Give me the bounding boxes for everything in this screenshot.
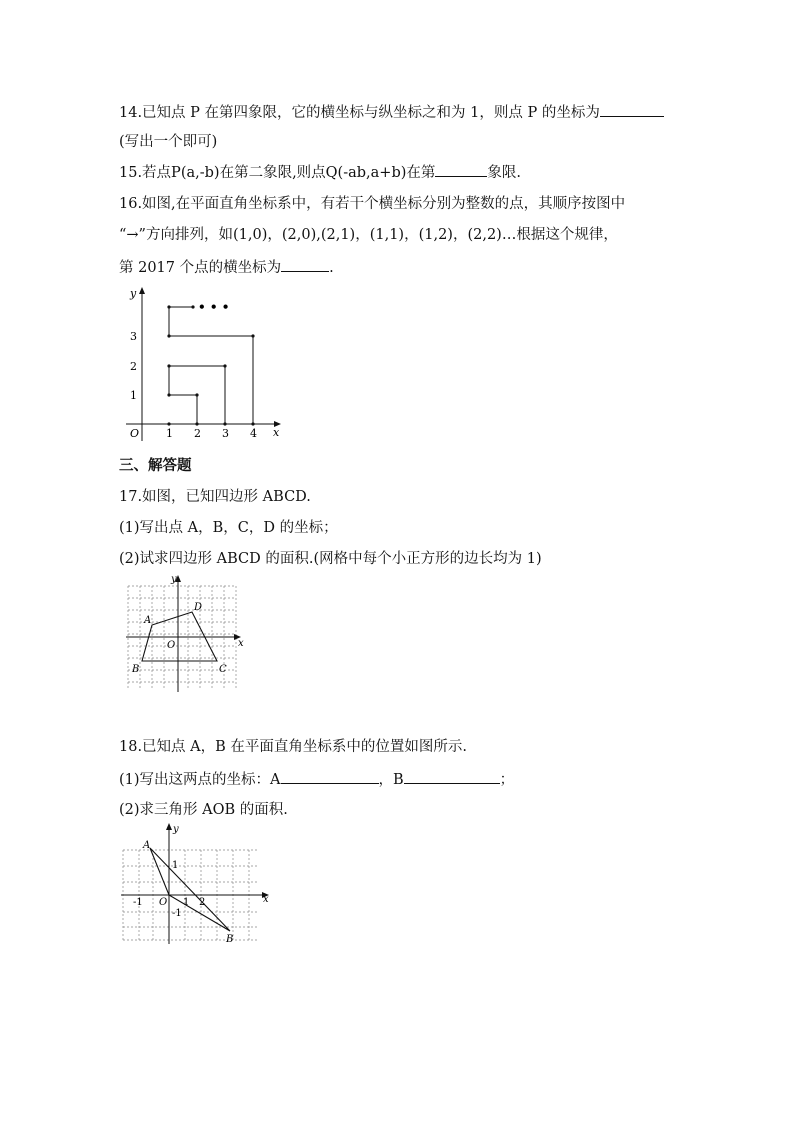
q16-y-label: y — [130, 287, 137, 300]
q18-part-1 — [119, 769, 514, 790]
q18-triangle-aob — [150, 848, 230, 931]
q18-label-a: A — [143, 840, 151, 851]
q17-label-y: y — [171, 574, 177, 585]
q17-label-b: B — [132, 664, 140, 675]
q16-x-tick-3: 3 — [222, 427, 229, 440]
q16-line-3 — [119, 257, 334, 278]
question-14 — [119, 102, 664, 123]
q18-label-x: x — [263, 894, 269, 905]
q16-origin-label: O — [130, 427, 140, 440]
q16-text-after: . — [329, 260, 334, 276]
q18-part1-before: (1)写出这两点的坐标：A — [119, 772, 281, 788]
q17-part-1: (1)写出点 A，B，C，D 的坐标； — [119, 520, 338, 536]
q18-label-b: B — [226, 934, 234, 945]
q14-hint: (写出一个即可) — [119, 134, 218, 150]
q17-label-x: x — [238, 638, 244, 649]
q18-tick-y-neg1: -1 — [172, 908, 182, 919]
q18-answer-a-blank[interactable] — [281, 769, 379, 784]
q16-x-tick-4: 4 — [250, 427, 257, 440]
q16-x-label: x — [273, 426, 280, 439]
q18-figure — [117, 820, 277, 948]
q18-answer-b-blank[interactable] — [404, 769, 500, 784]
q16-figure — [118, 285, 290, 447]
q14-answer-blank[interactable] — [600, 102, 664, 117]
q17-label-c: C — [219, 664, 227, 675]
q16-line-2: “→”方向排列，如(1,0)，(2,0),(2,1)，(1,1)，(1,2)，(2,2)…根据这个规律， — [119, 227, 618, 243]
q18-tick-x-2: 2 — [199, 897, 206, 908]
q16-spiral-path — [169, 307, 253, 424]
q16-continuation-dots: • • • — [198, 300, 230, 314]
q18-y-arrow — [166, 823, 172, 830]
q15-text-after: 象限. — [487, 165, 521, 181]
q17-figure — [122, 572, 250, 694]
q18-label-y: y — [173, 824, 179, 835]
q17-part-2: (2)试求四边形 ABCD 的面积.(网格中每个小正方形的边长均为 1) — [119, 551, 542, 567]
q16-x-tick-2: 2 — [194, 427, 201, 440]
q18-title: 18.已知点 A，B 在平面直角坐标系中的位置如图所示. — [119, 739, 468, 755]
question-15 — [119, 162, 521, 183]
q18-label-o: O — [159, 897, 168, 908]
q18-tick-y-1: 1 — [172, 860, 179, 871]
q16-y-tick-1: 1 — [130, 389, 137, 402]
q16-y-tick-2: 2 — [130, 360, 137, 373]
q16-x-tick-1: 1 — [166, 427, 173, 440]
q18-tick-x-1: 1 — [183, 897, 190, 908]
q16-y-tick-3: 3 — [130, 330, 137, 343]
q18-tick-x-neg1: -1 — [133, 897, 143, 908]
q18-part-2: (2)求三角形 AOB 的面积. — [119, 802, 288, 818]
q17-label-d: D — [194, 602, 203, 613]
section-3-title: 三、解答题 — [119, 458, 192, 474]
q17-title: 17.如图，已知四边形 ABCD. — [119, 489, 311, 505]
q16-text-before: 第 2017 个点的横坐标为 — [119, 260, 282, 276]
q17-label-o: O — [167, 640, 176, 651]
q15-text-before: 15.若点P(a,-b)在第二象限,则点Q(-ab,a+b)在第 — [119, 165, 436, 181]
q17-label-a: A — [144, 615, 152, 626]
q16-y-arrow — [139, 287, 145, 294]
q15-answer-blank[interactable] — [435, 162, 487, 177]
q14-text: 14.已知点 P 在第四象限，它的横坐标与纵坐标之和为 1，则点 P 的坐标为 — [119, 105, 600, 121]
q16-answer-blank[interactable] — [281, 257, 329, 272]
q18-part1-mid: ，B — [378, 772, 404, 788]
q16-line-1: 16.如图,在平面直角坐标系中，有若干个横坐标分别为整数的点，其顺序按图中 — [119, 196, 626, 212]
q18-part1-after: ； — [499, 772, 515, 788]
